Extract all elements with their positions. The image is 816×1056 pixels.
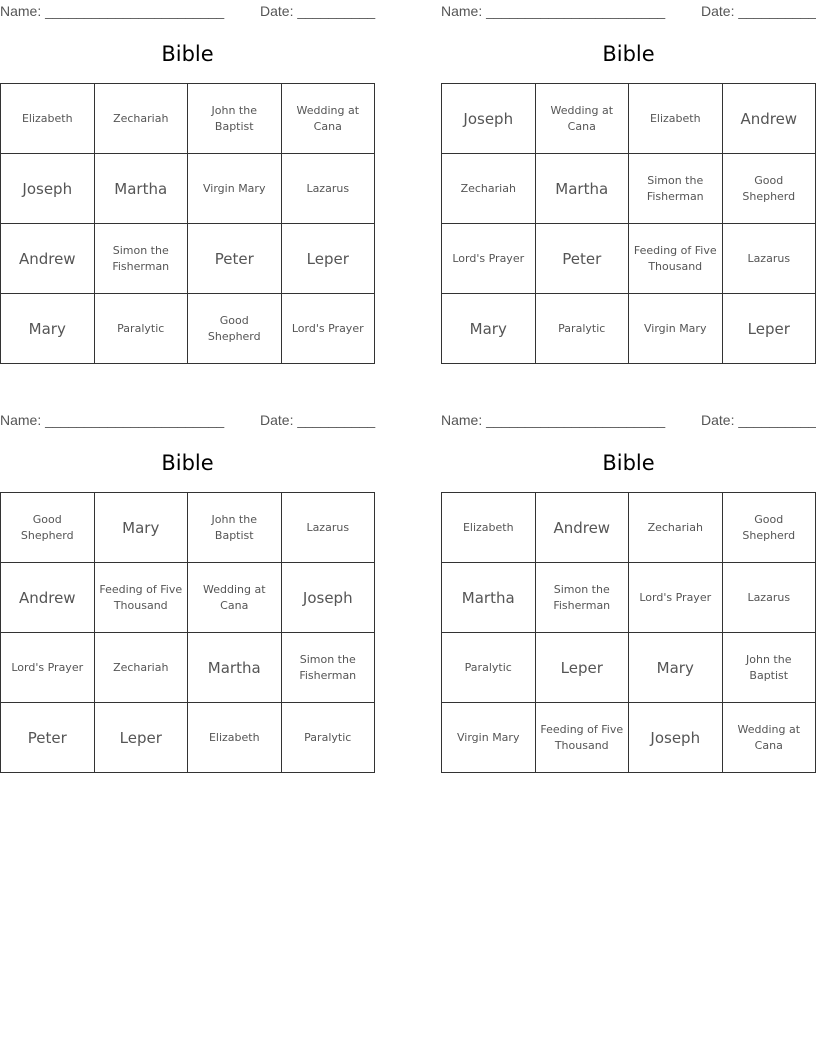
bingo-cell: Zechariah: [95, 633, 189, 703]
bingo-cell: Lord's Prayer: [282, 294, 376, 364]
bingo-cell: Leper: [723, 294, 816, 364]
bingo-card-3: [0, 409, 376, 774]
bingo-grid: [0, 492, 375, 773]
bingo-cell: Feeding of Five Thousand: [95, 563, 189, 633]
card-title: Bible: [161, 451, 214, 475]
bingo-cell: Wedding at Cana: [723, 703, 816, 773]
bingo-cell: Simon the Fisherman: [95, 224, 189, 294]
bingo-cell: Peter: [536, 224, 630, 294]
bingo-cell: Zechariah: [629, 493, 723, 563]
date-field: Date: __________: [260, 3, 376, 19]
bingo-cell: Mary: [95, 493, 189, 563]
bingo-cell: Elizabeth: [1, 84, 95, 154]
bingo-cell: Lord's Prayer: [442, 224, 536, 294]
bingo-cell: Wedding at Cana: [282, 84, 376, 154]
name-field: Name: _______________________: [0, 3, 225, 19]
bingo-cell: Lord's Prayer: [629, 563, 723, 633]
bingo-cell: Joseph: [629, 703, 723, 773]
bingo-cell: Andrew: [723, 84, 816, 154]
bingo-cell: Feeding of Five Thousand: [536, 703, 630, 773]
bingo-cell: Lord's Prayer: [1, 633, 95, 703]
bingo-grid: [0, 83, 375, 364]
bingo-grid: [441, 492, 816, 773]
bingo-cell: Virgin Mary: [442, 703, 536, 773]
bingo-cell: Paralytic: [282, 703, 376, 773]
bingo-cell: Simon the Fisherman: [536, 563, 630, 633]
date-field: Date: __________: [701, 412, 816, 428]
bingo-cell: John the Baptist: [188, 493, 282, 563]
bingo-cell: Elizabeth: [629, 84, 723, 154]
name-field: Name: _______________________: [441, 412, 666, 428]
bingo-cell: Elizabeth: [442, 493, 536, 563]
card-title: Bible: [161, 42, 214, 66]
bingo-card-4: [441, 409, 816, 774]
bingo-cell: Martha: [536, 154, 630, 224]
bingo-cell: Joseph: [1, 154, 95, 224]
bingo-cell: Good Shepherd: [1, 493, 95, 563]
bingo-cell: John the Baptist: [723, 633, 816, 703]
bingo-cell: Simon the Fisherman: [629, 154, 723, 224]
bingo-cell: Andrew: [1, 563, 95, 633]
bingo-grid: [441, 83, 816, 364]
date-field: Date: __________: [260, 412, 376, 428]
bingo-cell: John the Baptist: [188, 84, 282, 154]
bingo-cell: Zechariah: [95, 84, 189, 154]
bingo-cell: Martha: [442, 563, 536, 633]
bingo-cell: Peter: [1, 703, 95, 773]
bingo-cell: Virgin Mary: [629, 294, 723, 364]
bingo-cell: Leper: [536, 633, 630, 703]
bingo-cell: Paralytic: [95, 294, 189, 364]
bingo-cell: Leper: [95, 703, 189, 773]
bingo-cell: Joseph: [282, 563, 376, 633]
bingo-cell: Mary: [629, 633, 723, 703]
bingo-cell: Lazarus: [282, 154, 376, 224]
bingo-cell: Martha: [188, 633, 282, 703]
bingo-cell: Good Shepherd: [188, 294, 282, 364]
bingo-cell: Joseph: [442, 84, 536, 154]
bingo-cell: Mary: [1, 294, 95, 364]
card-title: Bible: [602, 42, 655, 66]
bingo-cell: Zechariah: [442, 154, 536, 224]
bingo-cell: Lazarus: [723, 563, 816, 633]
bingo-cell: Leper: [282, 224, 376, 294]
bingo-card-2: [441, 0, 816, 365]
bingo-cell: Virgin Mary: [188, 154, 282, 224]
bingo-cell: Andrew: [1, 224, 95, 294]
bingo-cell: Good Shepherd: [723, 154, 816, 224]
bingo-cell: Wedding at Cana: [536, 84, 630, 154]
bingo-cell: Wedding at Cana: [188, 563, 282, 633]
bingo-cell: Paralytic: [442, 633, 536, 703]
bingo-cell: Simon the Fisherman: [282, 633, 376, 703]
bingo-cell: Martha: [95, 154, 189, 224]
bingo-cell: Peter: [188, 224, 282, 294]
name-field: Name: _______________________: [0, 412, 225, 428]
date-field: Date: __________: [701, 3, 816, 19]
bingo-cell: Mary: [442, 294, 536, 364]
bingo-cell: Paralytic: [536, 294, 630, 364]
bingo-cell: Feeding of Five Thousand: [629, 224, 723, 294]
bingo-cell: Lazarus: [723, 224, 816, 294]
card-title: Bible: [602, 451, 655, 475]
bingo-cell: Andrew: [536, 493, 630, 563]
name-field: Name: _______________________: [441, 3, 666, 19]
bingo-cell: Elizabeth: [188, 703, 282, 773]
bingo-cell: Lazarus: [282, 493, 376, 563]
bingo-card-1: [0, 0, 376, 365]
bingo-cell: Good Shepherd: [723, 493, 816, 563]
